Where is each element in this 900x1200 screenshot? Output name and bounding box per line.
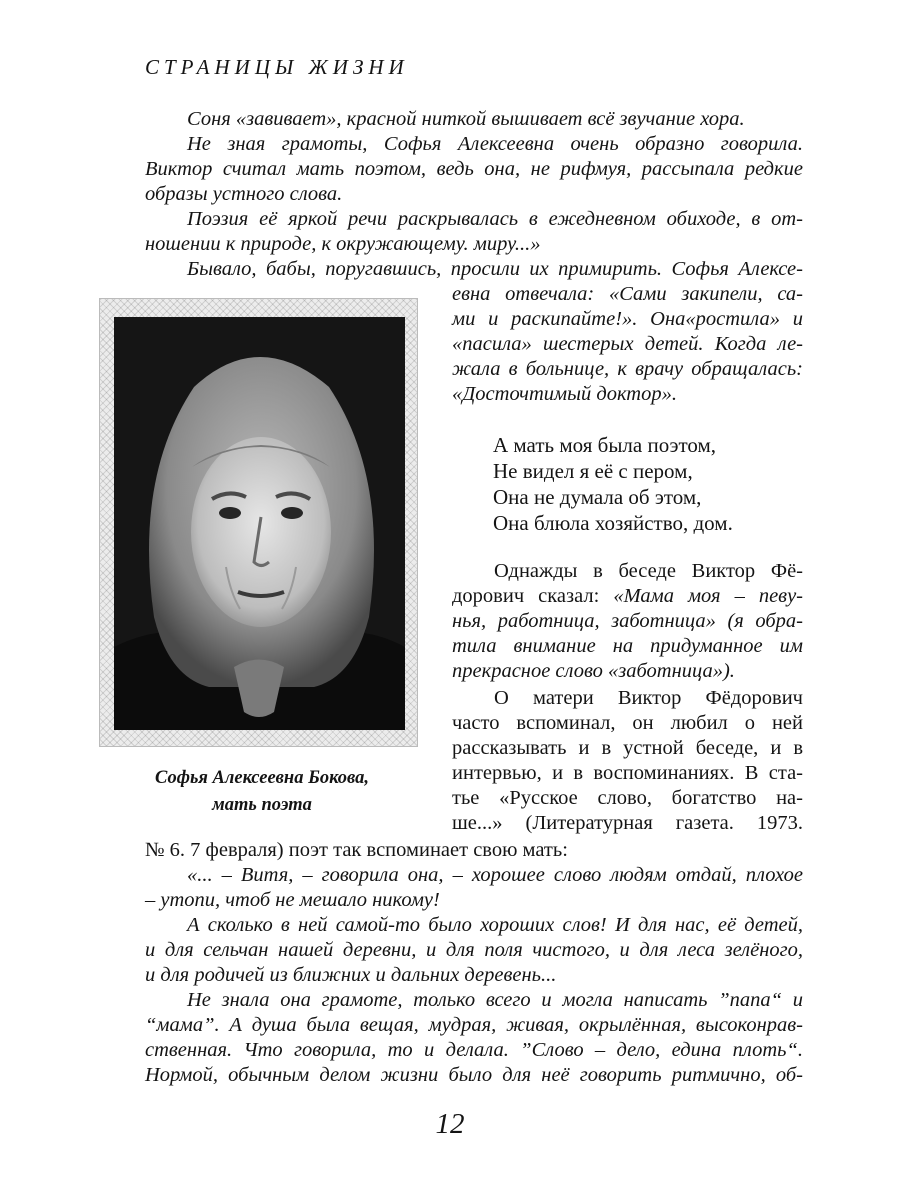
text-line: и для сельчан нашей деревни, и для поля чистого, и для леса зелёного, bbox=[145, 939, 803, 961]
poem-line: Она не думала об этом, bbox=[493, 485, 702, 509]
text-line: интервью, и в воспоминаниях. В ста- bbox=[452, 762, 803, 784]
text-line: Поэзия её яркой речи раскрывалась в ежедневном обиходе, в от- bbox=[187, 208, 803, 230]
side-paragraph-2 bbox=[452, 559, 803, 684]
text-line: тье «Русское слово, богатство на- bbox=[452, 787, 803, 809]
caption-line: Софья Алексеевна Бокова, bbox=[154, 768, 370, 788]
bottom-text-block bbox=[145, 863, 803, 1088]
text-line: евна отвечала: «Сами закипели, са- bbox=[452, 283, 803, 305]
text-line: «Досточтимый доктор». bbox=[452, 383, 677, 405]
text-line: «пасила» шестерых детей. Когда ле- bbox=[452, 333, 803, 355]
side-paragraph-3 bbox=[452, 686, 803, 836]
text-line: жала в больнице, к врачу обращалась: bbox=[452, 358, 803, 380]
text-line: часто вспоминал, он любил о ней bbox=[452, 712, 803, 734]
photo-frame bbox=[99, 298, 418, 747]
text-line: тила внимание на придуманное им bbox=[452, 635, 803, 657]
top-text-block bbox=[145, 107, 803, 282]
text-line: ношении к природе, к окружающему. миру...» bbox=[145, 233, 541, 255]
text-line bbox=[452, 584, 803, 609]
text-line: Не знала она грамоте, только всего и могла написать ”папа“ и bbox=[187, 989, 803, 1011]
text-line: – утопи, чтоб не мешало никому! bbox=[145, 889, 440, 911]
poem-line: А мать моя была поэтом, bbox=[493, 433, 717, 457]
text-line: Не зная грамоты, Софья Алексеевна очень образно говорила. bbox=[187, 133, 803, 155]
text-line: № 6. 7 февраля) поэт так вспоминает свою мать: bbox=[145, 839, 568, 861]
text-line: и для родичей из ближних и дальних деревень... bbox=[145, 964, 557, 986]
text-line: О матери Виктор Фёдорович bbox=[494, 687, 803, 709]
portrait-photo bbox=[114, 317, 405, 730]
photo-caption bbox=[112, 765, 412, 819]
side-text-block bbox=[452, 282, 803, 407]
page-number: 12 bbox=[435, 1108, 465, 1140]
text-line: “мама”. А душа была вещая, мудрая, живая, окрылённая, высоконрав- bbox=[145, 1014, 803, 1036]
text-line: «... – Витя, – говорила она, – хорошее слово людям отдай, плохое bbox=[187, 864, 803, 886]
quote-segment: нья, работница, заботница» bbox=[452, 610, 716, 632]
text-line: Однажды в беседе Виктор Фё- bbox=[494, 560, 803, 582]
quote-segment: «Мама моя – певу- bbox=[613, 585, 803, 607]
running-header: СТРАНИЦЫ ЖИЗНИ bbox=[145, 55, 409, 79]
text-line: ми и раскипайте!». Она«ростила» и bbox=[452, 308, 803, 330]
text-line: образы устного слова. bbox=[145, 183, 343, 205]
text-line: ственная. Что говорила, то и делала. ”Слово – дело, едина плоть“. bbox=[145, 1039, 803, 1061]
poem-line: Не видел я её с пером, bbox=[493, 459, 693, 483]
text-line bbox=[452, 609, 803, 634]
poem-stanza bbox=[493, 432, 733, 536]
text-line: Нормой, обычным делом жизни было для неё говорить ритмично, об- bbox=[145, 1064, 803, 1086]
text-line: Соня «завивает», красной ниткой вышивает всё звучание хора. bbox=[187, 108, 745, 130]
text-line: прекрасное слово «заботница»). bbox=[452, 660, 735, 682]
continuation-line bbox=[145, 838, 803, 863]
text-segment: (я обра- bbox=[715, 610, 803, 632]
poem-line: Она блюла хозяйство, дом. bbox=[493, 511, 733, 535]
text-line: Бывало, бабы, поругавшись, просили их примирить. Софья Алексе- bbox=[187, 258, 803, 280]
text-segment: дорович сказал: bbox=[452, 585, 614, 607]
caption-line: мать поэта bbox=[212, 795, 312, 815]
text-line: Виктор считал мать поэтом, ведь она, не рифмуя, рассыпала редкие bbox=[145, 158, 803, 180]
text-line: рассказывать и в устной беседе, и в bbox=[452, 737, 803, 759]
text-line: А сколько в ней самой-то было хороших слов! И для нас, её детей, bbox=[187, 914, 803, 936]
portrait-illustration bbox=[114, 317, 405, 730]
text-line: ше...» (Литературная газета. 1973. bbox=[452, 812, 803, 834]
